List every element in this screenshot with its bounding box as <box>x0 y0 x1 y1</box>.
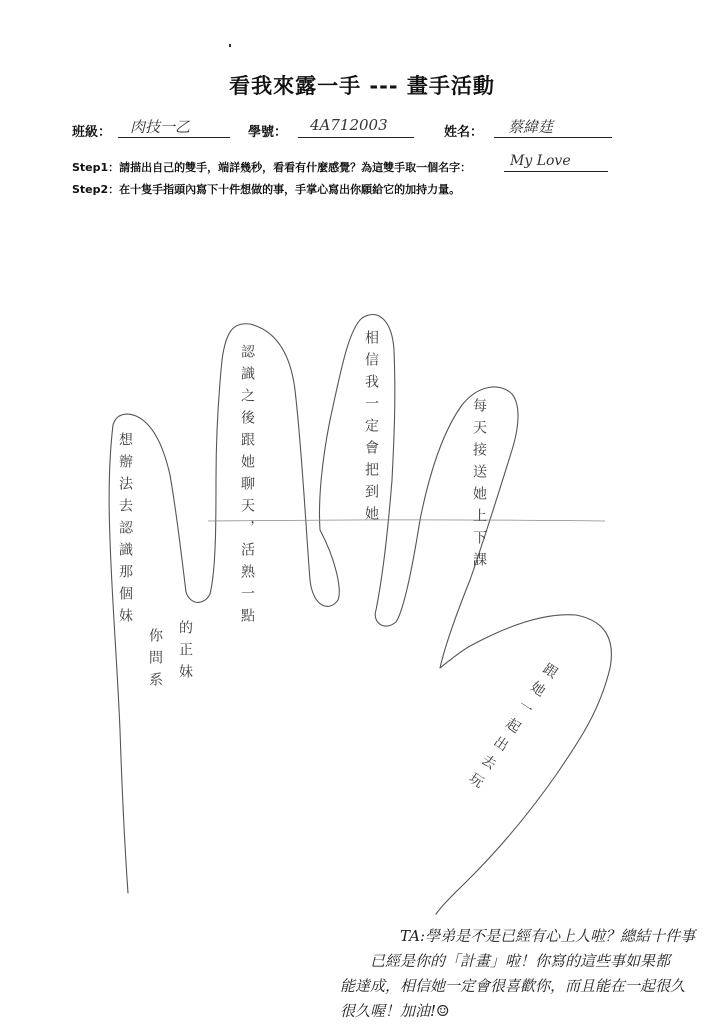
pinky-finger-text-b: 的正妹 <box>177 620 193 686</box>
class-value: 肉技一乙 <box>130 118 191 136</box>
thumb-text: 跟她一起出去玩 <box>461 659 561 797</box>
index-finger-text: 每天接送她上下課 <box>471 398 487 574</box>
class-label: 班級： <box>72 125 112 140</box>
page-title: 看我來露一手 --- 畫手活動 <box>229 74 495 98</box>
ta-comment-line2: 已經是你的「計畫」啦！你寫的這些事如果都 <box>370 952 671 970</box>
hand-outline <box>109 315 611 914</box>
pinky-finger-text: 想辦法去認識那個妹 <box>117 432 133 630</box>
ta-comment-line4: 很久喔！加油!☺ <box>340 1002 450 1020</box>
ta-comment-line1: TA:學弟是不是已經有心上人啦？總結十件事 <box>400 927 696 945</box>
ta-comment-line3: 能達成，相信她一定會很喜歡你，而且能在一起很久 <box>340 977 686 995</box>
name-label: 姓名： <box>444 125 484 140</box>
name-value: 蔡緯莛 <box>508 118 554 136</box>
step1-instruction: Step1：請描出自己的雙手，端詳幾秒，看看有什麼感覺？為這雙手取一個名字： <box>72 161 472 174</box>
middle-finger-text: 相信我一定會把到她 <box>363 330 379 528</box>
step2-instruction: Step2：在十隻手指頭內寫下十件想做的事，手掌心寫出你願給它的加持力量。 <box>72 183 461 196</box>
ring-finger-text: 認識之後跟她聊天，活熟一點 <box>239 344 255 630</box>
student-no-value: 4A712003 <box>310 116 388 134</box>
student-no-label: 學號： <box>248 125 288 140</box>
step1-answer: My Love <box>510 153 571 169</box>
pinky-finger-text-c: 你問系 <box>147 628 163 694</box>
stray-pencil-line <box>208 520 605 521</box>
